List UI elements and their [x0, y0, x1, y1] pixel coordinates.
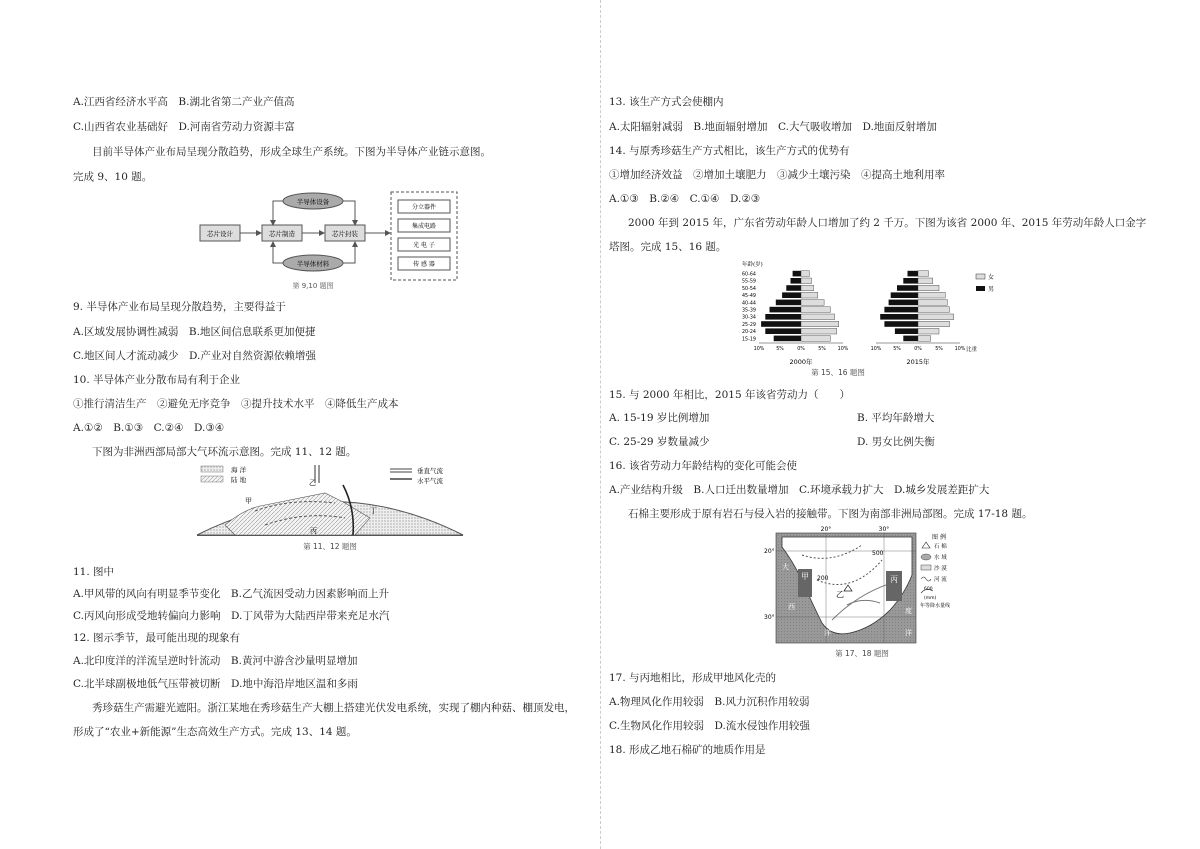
- fig3-caption: 第 15、16 题图: [811, 368, 865, 376]
- ocean-char-2: 西: [788, 603, 795, 611]
- iso-500: 500: [872, 550, 884, 557]
- label-ding: 丁: [370, 507, 377, 515]
- legend-female: 女: [988, 274, 995, 281]
- legend-horizontal: 水平气流: [417, 477, 443, 485]
- output-1: 分立器件: [411, 204, 437, 211]
- q10-stem: 10. 半导体产业分散布局有利于企业: [73, 374, 241, 386]
- x-tick: 10%: [870, 347, 882, 352]
- legend-ocean: 海 洋: [231, 466, 247, 474]
- q8-options-cd: C.山西省农业基础好 D.河南省劳动力资源丰富: [73, 121, 295, 133]
- map-legend-iso-unit: (mm): [924, 596, 937, 601]
- q18-stem: 18. 形成乙地石棉矿的地质作用是: [609, 744, 766, 756]
- bar-female: [801, 307, 830, 313]
- panel-2000-label: 2000年: [789, 358, 813, 366]
- x-axis-label: 比重: [966, 347, 978, 353]
- q16-stem: 16. 该省劳动力年龄结构的变化可能会使: [609, 460, 798, 472]
- map-legend-title: 图 例: [932, 534, 946, 541]
- q11-stem: 11. 图中: [73, 566, 115, 578]
- intro-17-18: 石棉主要形成于原有岩石与侵入岩的接触带。下图为南部非洲局部图。完成 17-18 题。: [628, 508, 1033, 520]
- legend-land: 陆 地: [231, 476, 247, 484]
- bar-male: [884, 321, 918, 327]
- bar-male: [765, 328, 801, 334]
- ocean-char-1: 大: [782, 563, 789, 571]
- age-tick: 55-59: [742, 279, 756, 285]
- bar-male: [786, 285, 801, 291]
- bar-male: [761, 321, 801, 327]
- label-jia: 甲: [801, 572, 809, 581]
- x-tick: 5%: [893, 347, 901, 352]
- equipment-label: 半导体设备: [296, 198, 330, 206]
- ocean-char-5: 洋: [905, 629, 912, 637]
- x-tick: 5%: [935, 347, 943, 352]
- bar-male: [897, 285, 918, 291]
- bar-female: [801, 336, 830, 342]
- intro-9-10-b: 完成 9、10 题。: [73, 171, 153, 183]
- iso-200: 200: [817, 575, 829, 582]
- output-4: 传 感 器: [413, 261, 435, 268]
- map-legend-asbestos: 石 棉: [934, 544, 947, 550]
- age-tick: 20-24: [742, 330, 756, 336]
- bar-male: [884, 307, 918, 313]
- bar-female: [918, 285, 939, 291]
- q10-items: ①推行清洁生产 ②避免无序竞争 ③提升技术水平 ④降低生产成本: [73, 398, 399, 410]
- bar-male: [774, 336, 801, 342]
- q16-options: A.产业结构升级 B.人口迁出数量增加 C.环境承载力扩大 D.城乡发展差距扩大: [609, 484, 990, 496]
- x-tick: 10%: [837, 347, 849, 352]
- lat-20: 20°: [764, 548, 775, 555]
- x-tick: 0%: [914, 347, 922, 352]
- bar-female: [801, 314, 835, 320]
- map-legend-water: 水 域: [934, 555, 947, 561]
- lon-30: 30°: [878, 526, 890, 533]
- panel-2015-label: 2015年: [906, 358, 930, 366]
- legend-male: 男: [988, 286, 995, 293]
- bar-male: [782, 292, 801, 298]
- chip-package-label: 芯片封装: [332, 230, 358, 238]
- bar-male: [791, 278, 802, 284]
- bar-female: [801, 271, 809, 277]
- map-legend-desert: 沙 漠: [934, 566, 947, 572]
- q12-options-ab: A.北印度洋的洋流呈逆时针流动 B.黄河中游含沙量明显增加: [73, 655, 358, 667]
- x-tick: 5%: [818, 347, 826, 352]
- semiconductor-chain-figure: [195, 188, 465, 296]
- age-tick: 15-19: [742, 337, 756, 343]
- q12-options-cd: C.北半球副极地低气压带被切断 D.地中海沿岸地区温和多雨: [73, 678, 358, 690]
- bar-female: [918, 292, 945, 298]
- q15-option-a: A. 15-19 岁比例增加: [609, 412, 710, 424]
- q9-stem: 9. 半导体产业布局呈现分散趋势，主要得益于: [73, 301, 286, 313]
- bar-female: [918, 336, 931, 342]
- bar-female: [801, 285, 814, 291]
- label-yi: 乙: [836, 590, 844, 599]
- population-pyramid-figure: [740, 258, 1000, 376]
- bar-male: [903, 336, 918, 342]
- bar-male: [765, 314, 801, 320]
- bar-female: [801, 300, 824, 306]
- age-tick: 60-64: [742, 272, 756, 278]
- x-tick: 10%: [753, 347, 765, 352]
- output-2: 集成电路: [411, 223, 437, 230]
- q14-options: A.①③ B.②④ C.①④ D.②③: [609, 193, 761, 205]
- label-jia: 甲: [245, 497, 252, 505]
- chip-design-label: 芯片设计: [207, 230, 233, 238]
- age-tick: 25-29: [742, 322, 756, 328]
- q14-items: ①增加经济效益 ②增加土壤肥力 ③减少土壤污染 ④提高土地利用率: [609, 169, 945, 181]
- bar-female: [918, 307, 950, 313]
- q10-options: A.①② B.①③ C.②④ D.③④: [73, 422, 225, 434]
- q14-stem: 14. 与原秀珍菇生产方式相比，该生产方式的优势有: [609, 145, 850, 157]
- intro-15-16-b: 塔图。完成 15、16 题。: [609, 241, 727, 253]
- q15-option-c: C. 25-29 岁数量减少: [609, 436, 710, 448]
- q13-options: A.太阳辐射减弱 B.地面辐射增加 C.大气吸收增加 D.地面反射增加: [609, 121, 937, 133]
- q11-options-ab: A.甲风带的风向有明显季节变化 B.乙气流因受动力因素影响而上升: [73, 588, 389, 600]
- label-bing: 丙: [890, 575, 898, 584]
- fig2-caption: 第 11、12 题图: [303, 542, 357, 551]
- intro-11-12: 下图为非洲西部局部大气环流示意图。完成 11、12 题。: [92, 446, 357, 458]
- southern-africa-map-figure: [762, 525, 962, 660]
- x-tick: 10%: [954, 347, 966, 352]
- bar-male: [895, 328, 918, 334]
- age-tick: 35-39: [742, 308, 756, 314]
- bar-female: [801, 321, 839, 327]
- bar-female: [918, 321, 950, 327]
- x-tick: 0%: [797, 347, 805, 352]
- bar-female: [801, 278, 812, 284]
- bar-female: [801, 292, 818, 298]
- q9-options-ab: A.区域发展协调性减弱 B.地区间信息联系更加便捷: [73, 326, 316, 338]
- bar-male: [776, 300, 801, 306]
- q13-stem: 13. 该生产方式会使棚内: [609, 96, 724, 108]
- output-3: 光 电 子: [413, 242, 435, 249]
- fig4-caption: 第 17、18 题图: [835, 649, 889, 658]
- map-legend-iso-value: 600: [924, 587, 933, 592]
- lat-30: 30°: [764, 614, 775, 621]
- bar-female: [918, 314, 954, 320]
- intro-13-14-b: 形成了“农业+新能源”生态高效生产方式。完成 13、14 题。: [73, 726, 357, 738]
- age-tick: 40-44: [742, 301, 756, 307]
- age-tick: 50-54: [742, 286, 756, 292]
- fig1-caption: 第 9,10 题图: [292, 282, 334, 290]
- ocean-char-4: 度: [905, 607, 912, 615]
- lon-20: 20°: [820, 526, 832, 533]
- label-bing: 丙: [310, 527, 317, 535]
- intro-15-16: 2000 年到 2015 年，广东省劳动年龄人口增加了约 2 千万。下图为该省 2000 年、2015 年劳动年龄人口金字: [628, 217, 1147, 229]
- ocean-char-3: 洋: [824, 629, 831, 637]
- q15-option-b: B. 平均年龄增大: [857, 412, 935, 424]
- bar-female: [918, 271, 929, 277]
- intro-9-10: 目前半导体产业布局呈现分散趋势，形成全球生产系统。下图为半导体产业链示意图。: [92, 146, 491, 158]
- bar-male: [793, 271, 801, 277]
- bar-male: [908, 271, 919, 277]
- y-axis-label: 年龄(岁): [742, 262, 763, 268]
- q9-options-cd: C.地区间人才流动减少 D.产业对自然资源依赖增强: [73, 350, 316, 362]
- q17-options-cd: C.生物风化作用较弱 D.流水侵蚀作用较强: [609, 720, 810, 732]
- bar-male: [889, 300, 918, 306]
- chip-making-label: 芯片制造: [269, 230, 295, 238]
- x-tick: 5%: [776, 347, 784, 352]
- bar-male: [903, 278, 918, 284]
- legend-male-swatch: [976, 286, 985, 291]
- label-yi: 乙: [309, 479, 316, 487]
- q11-options-cd: C.丙风向形成受地转偏向力影响 D.丁风带为大陆西岸带来充足水汽: [73, 610, 390, 622]
- bar-female: [918, 300, 947, 306]
- intro-13-14: 秀珍菇生产需避光遮阳。浙江某地在秀珍菇生产大棚上搭建光伏发电系统，实现了棚内种菇、棚顶发电，: [92, 702, 575, 714]
- bar-male: [880, 314, 918, 320]
- q15-option-d: D. 男女比例失衡: [857, 436, 935, 448]
- bar-female: [918, 278, 933, 284]
- bar-male: [770, 307, 802, 313]
- q12-stem: 12. 图示季节，最可能出现的现象有: [73, 632, 241, 644]
- map-legend-river: 河 流: [934, 577, 947, 583]
- legend-vertical: 垂直气流: [417, 467, 443, 475]
- age-tick: 30-34: [742, 315, 756, 321]
- bar-female: [918, 328, 939, 334]
- legend-female-swatch: [976, 274, 985, 279]
- q8-options-ab: A.江西省经济水平高 B.湖北省第二产业产值高: [73, 96, 295, 108]
- page-divider: [600, 0, 601, 849]
- age-tick: 45-49: [742, 294, 756, 300]
- q17-options-ab: A.物理风化作用较弱 B.风力沉积作用较弱: [609, 696, 810, 708]
- q17-stem: 17. 与丙地相比，形成甲地风化壳的: [609, 672, 777, 684]
- africa-circulation-figure: [195, 463, 465, 555]
- q15-stem: 15. 与 2000 年相比，2015 年该省劳动力（ ）: [609, 389, 850, 401]
- map-legend-isohyet: 年等降水量线: [920, 603, 951, 609]
- material-label: 半导体材料: [296, 260, 330, 268]
- bar-male: [891, 292, 918, 298]
- bar-female: [801, 328, 837, 334]
